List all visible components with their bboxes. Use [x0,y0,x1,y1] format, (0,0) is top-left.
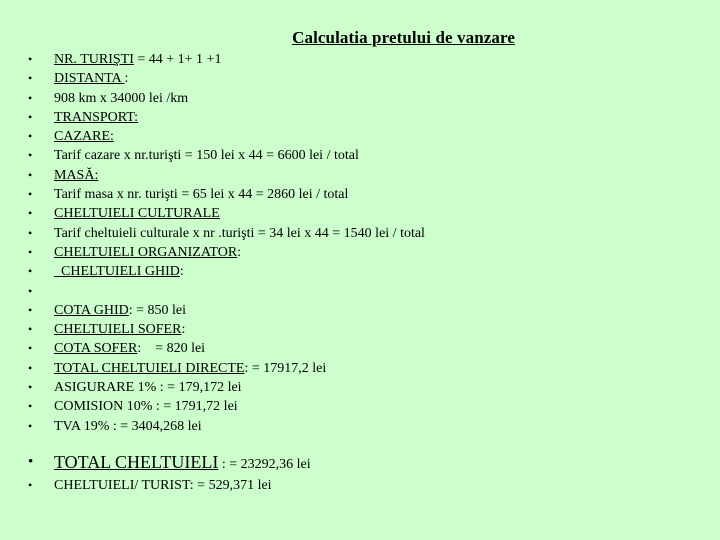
bullet-icon: • [28,187,33,202]
bullet-icon: • [28,380,33,395]
list-item-direct-total: • TOTAL CHELTUIELI DIRECTE: = 17917,2 lei [0,359,720,378]
list-item-commission: • COMISION 10% : = 1791,72 lei [0,397,720,416]
slide-title: Calculatia pretului de vanzare [292,28,515,47]
list-item-guide: • CHELTUIELI GHID: [0,262,720,281]
bullet-icon: • [28,148,33,163]
list-item-guide-share: • COTA GHID: = 850 lei [0,301,720,320]
list-item-empty [0,282,720,301]
list-item-driver-share: • COTA SOFER: = 820 lei [0,339,720,358]
bullet-icon: • [28,71,33,86]
bullet-icon: • [28,399,33,414]
bullet-icon: • [28,129,33,144]
list-item-meals-calc: • Tarif masa x nr. turişti = 65 lei x 44 = 2860 lei / total [0,185,720,204]
cost-list [0,50,720,495]
list-item-insurance: • ASIGURARE 1% : = 179,172 lei [0,378,720,397]
list-item-cultural-calc: • Tarif cheltuieli culturale x nr .turişti = 34 lei x 44 = 1540 lei / total [0,224,720,243]
bullet-icon: • [28,109,33,124]
list-item-transport: • TRANSPORT: [0,108,720,127]
bullet-icon: • [28,225,33,240]
list-item-organizer: • CHELTUIELI ORGANIZATOR: [0,243,720,262]
list-item-distance-calc: • 908 km x 34000 lei /km [0,89,720,108]
bullet-icon: • [28,477,33,492]
list-item-tourists: • NR. TURIŞTI = 44 + 1+ 1 +1 [0,50,720,69]
bullet-icon: • [28,206,33,221]
bullet-icon: • [28,302,33,317]
bullet-icon: • [28,418,33,433]
bullet-icon: • [28,167,33,182]
list-item-vat: • TVA 19% : = 3404,268 lei [0,417,720,436]
bullet-icon: • [28,244,33,259]
bullet-icon: • [28,52,33,66]
bullet-icon: • [28,283,33,298]
list-item-driver: • CHELTUIELI SOFER: [0,320,720,339]
list-item-per-tourist: • CHELTUIELI/ TURIST: = 529,371 lei [0,476,720,495]
bullet-icon: • [28,360,33,375]
list-item-cultural: • CHELTUIELI CULTURALE [0,204,720,223]
list-item-distance: • DISTANTA : [0,69,720,88]
bullet-icon: • [28,90,33,105]
bullet-icon: • [28,453,34,470]
list-item-total: • TOTAL CHELTUIELI : = 23292,36 lei [0,448,720,476]
bullet-icon: • [28,341,33,356]
list-item-accommodation-calc: • Tarif cazare x nr.turişti = 150 lei x 44 = 6600 lei / total [0,146,720,165]
list-item-accommodation: • CAZARE: [0,127,720,146]
list-item-meals: • MASĂ: [0,166,720,185]
bullet-icon: • [28,264,33,279]
bullet-icon: • [28,322,33,337]
